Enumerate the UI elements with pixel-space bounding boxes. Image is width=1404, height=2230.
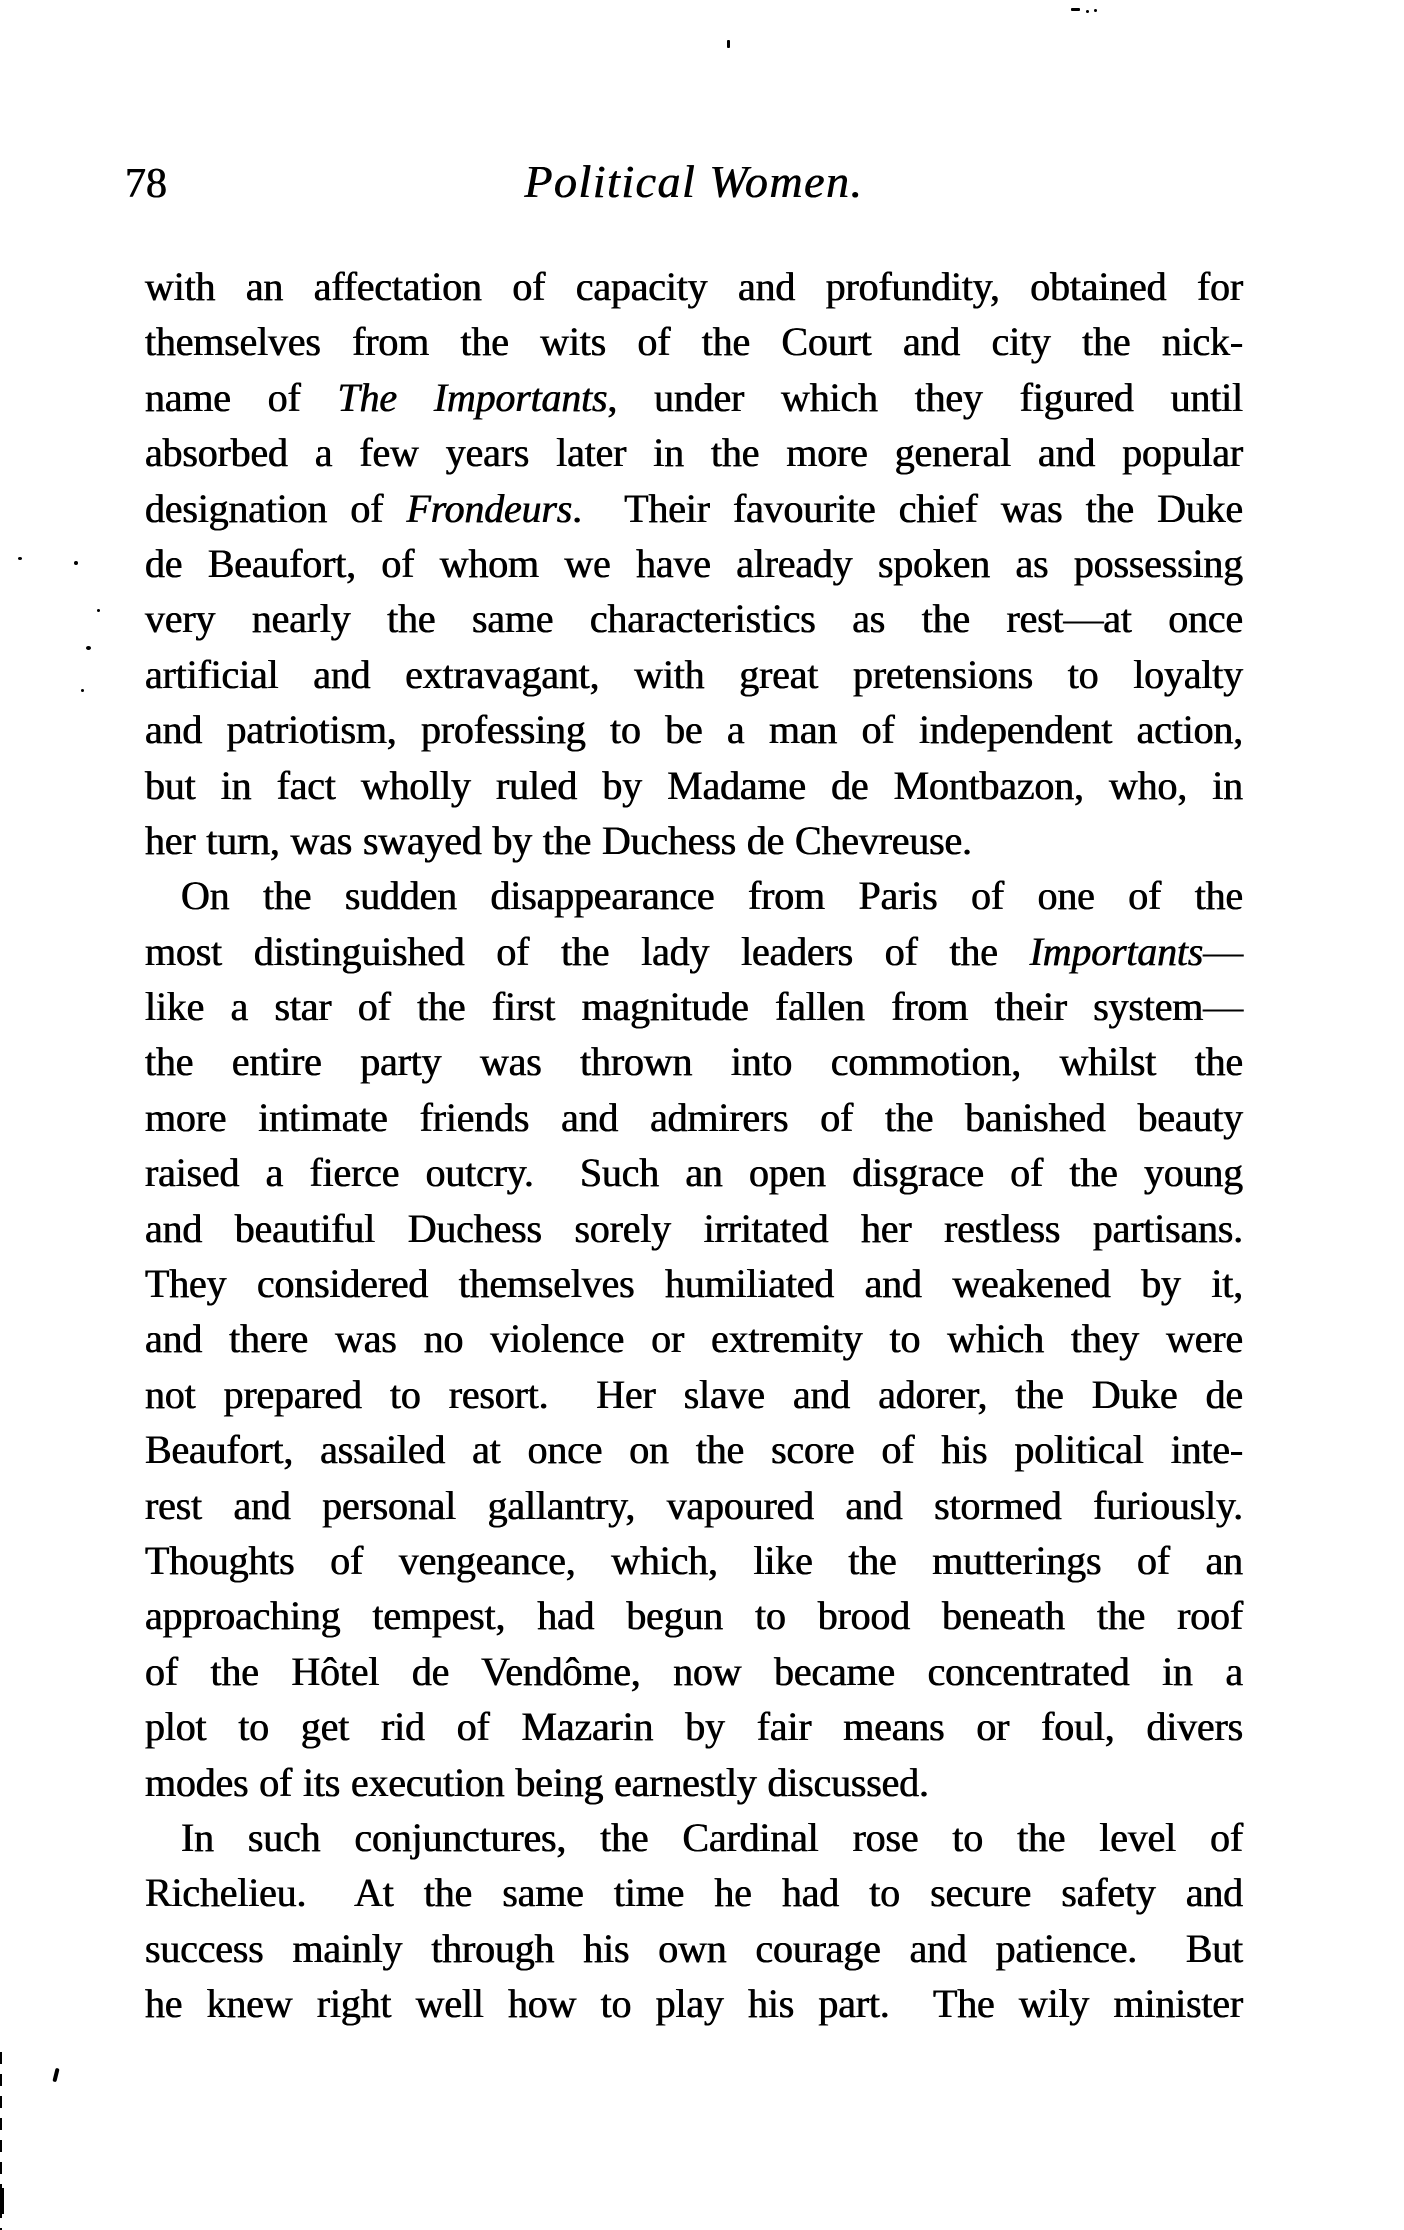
- text-line: Richelieu. At the same time he had to secure safety and: [145, 1870, 1243, 1916]
- text-line: success mainly through his own courage and patience. But: [145, 1925, 1243, 1971]
- scan-artifact: [52, 2068, 59, 2083]
- text-line: de Beaufort, of whom we have already spoken as possessing: [145, 540, 1243, 586]
- scan-artifact: [97, 609, 100, 612]
- scan-artifact: [81, 689, 84, 692]
- page-header: [125, 156, 1243, 214]
- scan-artifact: [86, 646, 91, 650]
- text-line: and beautiful Duchess sorely irritated her restless partisans.: [145, 1205, 1243, 1251]
- text-line: They considered themselves humiliated and weakened by it,: [145, 1261, 1243, 1307]
- scan-artifact: [1071, 8, 1080, 11]
- text-line: like a star of the first magnitude fallen from their system—: [145, 984, 1243, 1030]
- text-line: plot to get rid of Mazarin by fair means or foul, divers: [145, 1704, 1243, 1750]
- text-line: artificial and extravagant, with great pretensions to loyalty: [145, 651, 1243, 697]
- text-line: but in fact wholly ruled by Madame de Montbazon, who, in: [145, 762, 1243, 808]
- text-line: most distinguished of the lady leaders of the Importants—: [145, 928, 1243, 974]
- text-line: he knew right well how to play his part. The wily minister: [145, 1981, 1243, 2027]
- text-line: her turn, was swayed by the Duchess de Chevreuse.: [145, 817, 972, 863]
- text-line: with an affectation of capacity and profundity, obtained for: [145, 264, 1243, 309]
- text-line: more intimate friends and admirers of the banished beauty: [145, 1094, 1243, 1140]
- scan-artifact: [1094, 9, 1097, 12]
- scan-artifact: [727, 40, 730, 48]
- running-title: Political Women.: [524, 156, 864, 207]
- page-text: [145, 259, 1243, 2032]
- text-line: the entire party was thrown into commotion, whilst the: [145, 1039, 1243, 1085]
- text-line: themselves from the wits of the Court and city the nick-: [145, 319, 1243, 365]
- text-line: and patriotism, professing to be a man of independent action,: [145, 707, 1243, 753]
- text-line: Beaufort, assailed at once on the score of his political inte-: [145, 1427, 1243, 1473]
- text-line: In such conjunctures, the Cardinal rose to the level of: [181, 1814, 1243, 1860]
- text-line: of the Hôtel de Vendôme, now became concentrated in a: [145, 1648, 1243, 1694]
- text-line: not prepared to resort. Her slave and adorer, the Duke de: [145, 1371, 1243, 1417]
- text-line: approaching tempest, had begun to brood beneath the roof: [145, 1593, 1243, 1639]
- text-line: very nearly the same characteristics as the rest—at once: [145, 596, 1243, 642]
- scan-artifact: [74, 561, 78, 565]
- scan-artifact: [18, 557, 22, 560]
- text-line: On the sudden disappearance from Paris of one of the: [181, 873, 1243, 919]
- text-line: designation of Frondeurs. Their favourite chief was the Duke: [145, 485, 1243, 531]
- text-line: Thoughts of vengeance, which, like the mutterings of an: [145, 1537, 1243, 1583]
- scan-artifact: [0, 2188, 4, 2214]
- page-number: 78: [125, 161, 167, 207]
- text-line: modes of its execution being earnestly discussed.: [145, 1759, 929, 1805]
- scan-artifact: [1086, 10, 1089, 13]
- text-line: name of The Importants, under which they figured until: [145, 374, 1243, 420]
- text-line: and there was no violence or extremity to which they were: [145, 1316, 1243, 1362]
- text-line: rest and personal gallantry, vapoured and stormed furiously.: [145, 1482, 1243, 1528]
- text-line: absorbed a few years later in the more general and popular: [145, 430, 1243, 476]
- text-line: raised a fierce outcry. Such an open disgrace of the young: [145, 1150, 1243, 1196]
